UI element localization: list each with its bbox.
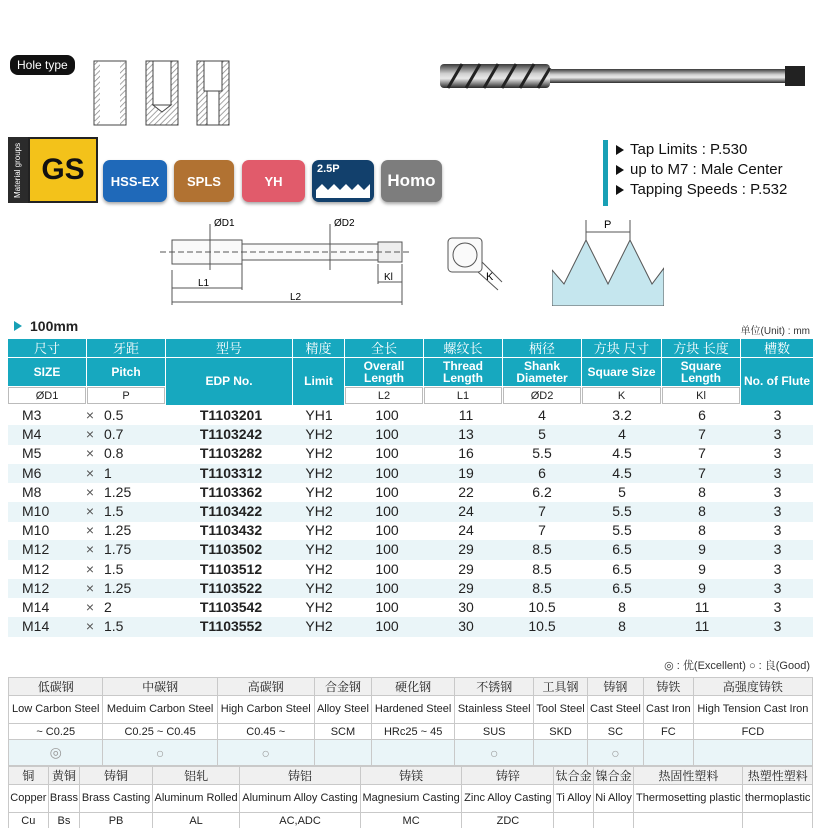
cell-shank-diameter: 8.5 (532, 541, 552, 558)
col-pitch-en: Pitch (87, 358, 165, 387)
cell-square-length: 6 (698, 407, 706, 423)
cell-flutes: 3 (773, 541, 782, 558)
cell-times: × (85, 445, 95, 462)
material-code: AC,ADC (240, 813, 360, 828)
d2-label: ØD2 (334, 218, 355, 229)
d1-label: ØD1 (214, 218, 235, 229)
cell-size: M10 (22, 522, 50, 539)
cell-thread-length: 29 (458, 579, 474, 596)
col-limit-en: Limit (293, 358, 344, 405)
cell-flutes: 3 (773, 579, 782, 596)
cell-pitch: 1.5 (104, 503, 124, 519)
note-text: up to M7 : Male Center (630, 161, 783, 178)
material-name-en: Meduim Carbon Steel (103, 696, 217, 724)
cell-times: × (85, 464, 95, 481)
material-code: SUS (455, 724, 534, 740)
col-pitch-sym: P (87, 387, 165, 404)
material-name-en: Tool Steel (534, 696, 588, 724)
material-name-en: Ti Alloy (554, 785, 594, 813)
cell-square-size: 5.5 (612, 503, 632, 519)
cell-times: × (85, 599, 95, 615)
table-row (8, 464, 813, 484)
cell-thread-length: 19 (458, 464, 474, 481)
cell-shank-diameter: 7 (538, 522, 546, 539)
cell-size: M12 (22, 579, 50, 596)
material-name-en: Aluminum Rolled (152, 785, 239, 813)
cell-pitch: 0.5 (104, 407, 124, 423)
material-name-zh: 铸铁 (644, 678, 694, 696)
cell-size: M14 (22, 599, 50, 615)
cell-limit: YH2 (305, 560, 333, 577)
material-name-en: Alloy Steel (314, 696, 371, 724)
table-row (8, 579, 813, 599)
bullet-icon (14, 321, 22, 331)
cell-thread-length: 30 (458, 599, 474, 615)
col-flutes-en: No. of Flute (741, 358, 813, 405)
cell-shank-diameter: 6.2 (532, 483, 552, 500)
cell-overall-length: 100 (375, 483, 399, 500)
material-code: Bs (48, 813, 80, 828)
material-name-en: thermoplastic (743, 785, 813, 813)
material-name-en: High Carbon Steel (217, 696, 314, 724)
yh-badge: YH (242, 160, 305, 202)
cell-flutes: 3 (773, 445, 782, 462)
col-size-en: SIZE (8, 358, 86, 387)
blind-hole-icon (145, 60, 179, 126)
cell-shank-diameter: 5 (538, 426, 546, 443)
cell-square-size: 4.5 (612, 445, 632, 462)
cell-edp: T1103422 (199, 503, 263, 519)
material-code: Cu (9, 813, 49, 828)
material-name-zh: 铸钢 (587, 678, 643, 696)
cell-times: × (85, 618, 95, 635)
cell-size: M10 (22, 503, 50, 519)
material-name-zh: 高强度铸铁 (693, 678, 812, 696)
cell-square-size: 8 (618, 618, 626, 635)
cell-limit: YH2 (305, 464, 333, 481)
material-name-zh: 镍合金 (593, 767, 633, 785)
k-label: K (486, 271, 494, 283)
col-square-length-sym: Kl (662, 387, 740, 404)
cell-square-size: 6.5 (612, 579, 632, 596)
material-rating: ○ (455, 740, 534, 766)
cell-square-size: 4 (618, 426, 626, 443)
bullet-icon (616, 185, 624, 195)
col-overall-length-en: Overall Length (345, 358, 423, 387)
material-name-zh: 热塑性塑料 (743, 767, 813, 785)
thread-teeth-icon (316, 182, 370, 198)
pitch-badge (312, 160, 374, 202)
col-square-length-zh: 方块 长度 (662, 339, 740, 358)
table-row (8, 483, 813, 503)
cell-shank-diameter: 8.5 (532, 560, 552, 577)
material-name-zh: 钛合金 (554, 767, 594, 785)
cell-overall-length: 100 (375, 407, 399, 423)
cell-limit: YH2 (305, 599, 333, 615)
table-row (8, 502, 813, 522)
cell-edp: T1103362 (199, 483, 263, 500)
cell-edp: T1103522 (199, 579, 263, 596)
cell-times: × (85, 426, 95, 443)
material-code: SKD (534, 724, 588, 740)
material-table-nonferrous (8, 766, 813, 828)
material-name-zh: 铸铝 (240, 767, 360, 785)
cell-square-length: 7 (698, 464, 706, 481)
cell-square-length: 8 (698, 503, 706, 519)
cell-pitch: 1.25 (104, 483, 132, 500)
cell-overall-length: 100 (375, 541, 399, 558)
cell-flutes: 3 (773, 503, 782, 519)
material-table-steel (8, 677, 813, 766)
cell-thread-length: 30 (458, 618, 474, 635)
cell-overall-length: 100 (375, 445, 399, 462)
cell-flutes: 3 (773, 560, 782, 577)
material-code: PB (80, 813, 153, 828)
material-name-zh: 不锈钢 (455, 678, 534, 696)
cell-overall-length: 100 (375, 599, 399, 615)
cell-shank-diameter: 8.5 (532, 579, 552, 596)
cell-times: × (85, 483, 95, 500)
col-size-sym: ØD1 (8, 387, 86, 404)
material-name-en: High Tension Cast Iron (693, 696, 812, 724)
step-hole-icon (196, 60, 230, 126)
l1-label: L1 (198, 278, 210, 289)
col-shank-diameter-en: Shank Diameter (503, 358, 581, 387)
material-name-en: Cast Iron (644, 696, 694, 724)
material-code: HRc25 ~ 45 (372, 724, 455, 740)
cell-pitch: 1.25 (104, 522, 132, 539)
note-male-center (616, 160, 813, 180)
material-code: ZDC (462, 813, 554, 828)
cell-square-size: 4.5 (612, 464, 632, 481)
bullet-icon (616, 145, 624, 155)
material-name-zh: 铸镁 (360, 767, 462, 785)
material-rating: ○ (587, 740, 643, 766)
cell-times: × (85, 579, 95, 596)
col-edp-en: EDP No. (166, 358, 292, 405)
material-code: MC (360, 813, 462, 828)
material-groups-label: Material groups (8, 137, 28, 203)
material-code: AL (152, 813, 239, 828)
material-group-code: GS (28, 137, 98, 203)
cell-edp: T1103552 (199, 618, 263, 635)
material-name-en: Low Carbon Steel (9, 696, 103, 724)
col-size (8, 339, 86, 405)
cell-overall-length: 100 (375, 522, 399, 539)
material-code: ~ C0.25 (9, 724, 103, 740)
table-row (8, 444, 813, 464)
homo-badge: Homo (381, 160, 442, 202)
cell-times: × (85, 522, 95, 539)
cell-edp: T1103512 (199, 560, 263, 577)
col-edp-zh: 型号 (166, 339, 292, 358)
material-code: SCM (314, 724, 371, 740)
cell-flutes: 3 (773, 407, 782, 423)
cell-flutes: 3 (773, 618, 782, 635)
cell-edp: T1103282 (199, 445, 263, 462)
cell-size: M3 (22, 407, 42, 423)
material-name-zh: 低碳钢 (9, 678, 103, 696)
material-name-zh: 工具钢 (534, 678, 588, 696)
material-name-zh: 铜 (9, 767, 49, 785)
cell-limit: YH2 (305, 522, 333, 539)
cell-pitch: 1 (104, 464, 112, 481)
cell-flutes: 3 (773, 483, 782, 500)
cell-size: M8 (22, 483, 42, 500)
cell-square-length: 9 (698, 541, 706, 558)
col-square-size (582, 339, 661, 405)
cell-size: M12 (22, 560, 50, 577)
material-code (554, 813, 594, 828)
material-code: SC (587, 724, 643, 740)
material-rating: ○ (217, 740, 314, 766)
cell-edp: T1103542 (199, 599, 263, 615)
table-row (8, 425, 813, 445)
cell-pitch: 0.8 (104, 445, 124, 462)
material-code: C0.45 ~ (217, 724, 314, 740)
note-text: Tap Limits : P.530 (630, 141, 748, 158)
material-code: FCD (693, 724, 812, 740)
cell-shank-diameter: 4 (538, 407, 546, 423)
cell-square-length: 8 (698, 483, 706, 500)
cell-shank-diameter: 10.5 (528, 599, 556, 615)
cell-edp: T1103201 (199, 407, 263, 423)
col-thread-length-en: Thread Length (424, 358, 502, 387)
reference-notes (603, 140, 813, 206)
material-rating (693, 740, 812, 766)
col-flutes (741, 339, 813, 405)
spls-badge: SPLS (174, 160, 234, 202)
material-code (743, 813, 813, 828)
cell-shank-diameter: 10.5 (528, 618, 556, 635)
col-square-size-sym: K (582, 387, 661, 404)
cell-limit: YH2 (305, 579, 333, 596)
table-row (8, 598, 813, 618)
cell-flutes: 3 (773, 464, 782, 481)
col-square-length (662, 339, 740, 405)
cell-thread-length: 16 (458, 445, 474, 462)
cell-pitch: 1.5 (104, 560, 124, 577)
cell-thread-length: 22 (458, 483, 474, 500)
col-thread-length-sym: L1 (424, 387, 502, 404)
tap-dimension-drawing (160, 210, 410, 310)
material-code: FC (644, 724, 694, 740)
cell-size: M6 (22, 464, 42, 481)
cell-limit: YH2 (305, 483, 333, 500)
cell-square-size: 5.5 (612, 522, 632, 539)
legend: ◎ : 优(Excellent) ○ : 良(Good) (664, 660, 810, 672)
note-text: Tapping Speeds : P.532 (630, 181, 788, 198)
cell-thread-length: 11 (458, 407, 474, 423)
cell-limit: YH2 (305, 541, 333, 558)
hss-ex-badge: HSS-EX (103, 160, 167, 202)
col-square-length-en: Square Length (662, 358, 740, 387)
col-flutes-zh: 槽数 (741, 339, 813, 358)
cell-edp: T1103502 (199, 541, 263, 558)
material-rating: ◎ (9, 740, 103, 766)
table-title (14, 318, 78, 334)
col-overall-length-zh: 全长 (345, 339, 423, 358)
cell-square-size: 5 (618, 483, 626, 500)
cell-edp: T1103432 (199, 522, 263, 539)
cell-square-length: 9 (698, 560, 706, 577)
col-pitch-zh: 牙距 (87, 339, 165, 358)
cell-square-length: 9 (698, 579, 706, 596)
material-name-en: Cast Steel (587, 696, 643, 724)
col-size-zh: 尺寸 (8, 339, 86, 358)
cell-overall-length: 100 (375, 560, 399, 577)
cell-square-length: 11 (694, 599, 710, 615)
l2-label: L2 (290, 292, 302, 303)
table-row (8, 617, 813, 637)
col-edp (166, 339, 292, 405)
cell-shank-diameter: 7 (538, 503, 546, 519)
material-name-zh: 中碳钢 (103, 678, 217, 696)
cell-limit: YH2 (305, 426, 333, 443)
pitch-badge-label: 2.5P (317, 163, 340, 175)
cell-pitch: 1.75 (104, 541, 132, 558)
col-shank-diameter-sym: ØD2 (503, 387, 581, 404)
material-rating (534, 740, 588, 766)
cell-overall-length: 100 (375, 464, 399, 481)
material-name-zh: 合金钢 (314, 678, 371, 696)
material-rating: ○ (103, 740, 217, 766)
col-thread-length (424, 339, 502, 405)
cell-times: × (85, 560, 95, 577)
cell-overall-length: 100 (375, 503, 399, 519)
col-shank-diameter-zh: 柄径 (503, 339, 581, 358)
table-row (8, 521, 813, 541)
material-name-zh: 铝轧 (152, 767, 239, 785)
cell-edp: T1103312 (199, 464, 263, 481)
cell-square-length: 8 (698, 522, 706, 539)
table-title-text: 100mm (30, 318, 79, 334)
cell-shank-diameter: 6 (538, 464, 546, 481)
material-name-zh: 黄铜 (48, 767, 80, 785)
square-section-drawing (440, 232, 510, 294)
material-name-zh: 硬化钢 (372, 678, 455, 696)
p-label: P (604, 219, 612, 231)
hole-type-label: Hole type (10, 55, 75, 75)
material-code (593, 813, 633, 828)
kl-label: Kl (384, 272, 393, 283)
cell-thread-length: 13 (458, 426, 474, 443)
cell-square-size: 3.2 (612, 407, 632, 423)
col-thread-length-zh: 螺纹长 (424, 339, 502, 358)
bullet-icon (616, 165, 624, 175)
cell-times: × (85, 407, 95, 423)
cell-overall-length: 100 (375, 579, 399, 596)
cell-flutes: 3 (773, 599, 782, 615)
cell-overall-length: 100 (375, 426, 399, 443)
cell-pitch: 1.5 (104, 618, 124, 635)
cell-thread-length: 29 (458, 560, 474, 577)
material-name-zh: 铸铜 (80, 767, 153, 785)
col-limit-zh: 精度 (293, 339, 344, 358)
col-limit (293, 339, 344, 405)
cell-square-length: 7 (698, 445, 706, 462)
cell-square-size: 6.5 (612, 560, 632, 577)
cell-limit: YH1 (305, 407, 333, 423)
material-name-zh: 热固性塑料 (634, 767, 743, 785)
cell-square-length: 11 (694, 618, 710, 635)
spiral-tap-image (440, 60, 808, 92)
material-name-en: Zinc Alloy Casting (462, 785, 554, 813)
cell-flutes: 3 (773, 522, 782, 539)
cell-overall-length: 100 (375, 618, 399, 635)
cell-square-size: 6.5 (612, 541, 632, 558)
note-tapping-speeds (616, 180, 813, 200)
material-name-en: Magnesium Casting (360, 785, 462, 813)
note-tap-limits (616, 140, 813, 160)
material-rating (314, 740, 371, 766)
cell-size: M12 (22, 541, 50, 558)
material-name-en: Aluminum Alloy Casting (240, 785, 360, 813)
material-code: C0.25 ~ C0.45 (103, 724, 217, 740)
cell-thread-length: 29 (458, 541, 474, 558)
cell-pitch: 1.25 (104, 579, 132, 596)
material-name-en: Brass (48, 785, 80, 813)
material-name-zh: 高碳钢 (217, 678, 314, 696)
col-square-size-en: Square Size (582, 358, 661, 387)
thread-profile-drawing (552, 210, 664, 306)
material-name-zh: 铸锌 (462, 767, 554, 785)
table-row (8, 406, 813, 426)
material-name-en: Ni Alloy (593, 785, 633, 813)
col-overall-length-sym: L2 (345, 387, 423, 404)
cell-square-length: 7 (698, 426, 706, 443)
material-name-en: Thermosetting plastic (634, 785, 743, 813)
material-code (634, 813, 743, 828)
cell-shank-diameter: 5.5 (532, 445, 552, 462)
cell-pitch: 2 (104, 599, 112, 615)
cell-times: × (85, 503, 95, 519)
cell-limit: YH2 (305, 618, 333, 635)
cell-edp: T1103242 (199, 426, 263, 443)
table-row (8, 540, 813, 560)
cell-flutes: 3 (773, 426, 782, 443)
cell-limit: YH2 (305, 445, 333, 462)
col-overall-length (345, 339, 423, 405)
through-hole-icon (93, 60, 127, 126)
cell-thread-length: 24 (458, 503, 474, 519)
material-name-en: Brass Casting (80, 785, 153, 813)
top-heading-strip (0, 0, 820, 14)
cell-pitch: 0.7 (104, 426, 124, 443)
material-name-en: Copper (9, 785, 49, 813)
col-square-size-zh: 方块 尺寸 (582, 339, 661, 358)
cell-size: M14 (22, 618, 50, 635)
cell-size: M5 (22, 445, 42, 462)
col-shank-diameter (503, 339, 581, 405)
material-name-en: Hardened Steel (372, 696, 455, 724)
material-name-en: Stainless Steel (455, 696, 534, 724)
col-pitch (87, 339, 165, 405)
unit-label: 单位(Unit) : mm (740, 326, 810, 337)
cell-size: M4 (22, 426, 42, 443)
cell-thread-length: 24 (458, 522, 474, 539)
cell-limit: YH2 (305, 503, 333, 519)
material-rating (644, 740, 694, 766)
cell-square-size: 8 (618, 599, 626, 615)
cell-times: × (85, 541, 95, 558)
material-rating (372, 740, 455, 766)
table-row (8, 560, 813, 580)
